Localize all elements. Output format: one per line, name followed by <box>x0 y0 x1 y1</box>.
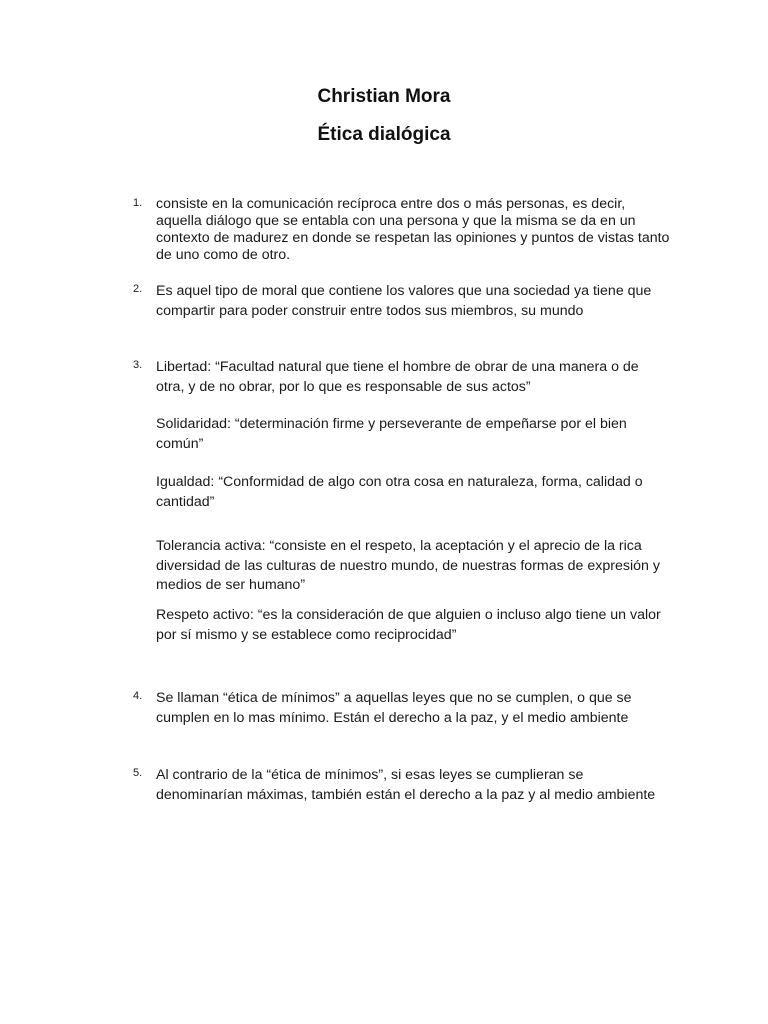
value-paragraph-igualdad: Igualdad: “Conformidad de algo con otra cosa en naturaleza, forma, calidad o cantidad” <box>156 474 643 510</box>
list-number: 4. <box>133 690 143 702</box>
list-number: 5. <box>133 767 143 779</box>
author-name: Christian Mora <box>317 86 451 107</box>
list-number: 1. <box>133 197 143 209</box>
list-number: 3. <box>133 359 143 371</box>
document-title: Ética dialógica <box>317 124 451 145</box>
list-number: 2. <box>133 283 143 295</box>
value-paragraph-solidaridad: Solidaridad: “determinación firme y perseverante de empeñarse por el bien común” <box>156 416 627 452</box>
list-item-text: Es aquel tipo de moral que contiene los valores que una sociedad ya tiene que compartir para poder construir entre todos sus miembros, su mundo <box>156 283 652 319</box>
list-item-text: Libertad: “Facultad natural que tiene el hombre de obrar de una manera o de otra, y de no obrar, por lo que es responsable de sus actos” <box>156 359 639 395</box>
list-item-text: consiste en la comunicación recíproca entre dos o más personas, es decir, aquella diálogo que se entabla con una persona y que la misma se da en un contexto de madurez en donde se respetan las opiniones y puntos de vistas tanto de uno como de otro. <box>156 196 670 263</box>
list-item-text: Se llaman “ética de mínimos” a aquellas leyes que no se cumplen, o que se cumplen en lo mas mínimo. Están el derecho a la paz, y el medio ambiente <box>156 690 632 726</box>
value-paragraph-tolerancia: Tolerancia activa: “consiste en el respeto, la aceptación y el aprecio de la rica diversidad de las culturas de nuestro mundo, de nuestras formas de expresión y medios de ser humano” <box>156 538 660 593</box>
list-item-text: Al contrario de la “ética de mínimos”, si esas leyes se cumplieran se denominarían máximas, también están el derecho a la paz y al medio ambiente <box>156 767 656 803</box>
value-paragraph-respeto: Respeto activo: “es la consideración de que alguien o incluso algo tiene un valor por sí mismo y se establece como reciprocidad” <box>156 607 661 643</box>
